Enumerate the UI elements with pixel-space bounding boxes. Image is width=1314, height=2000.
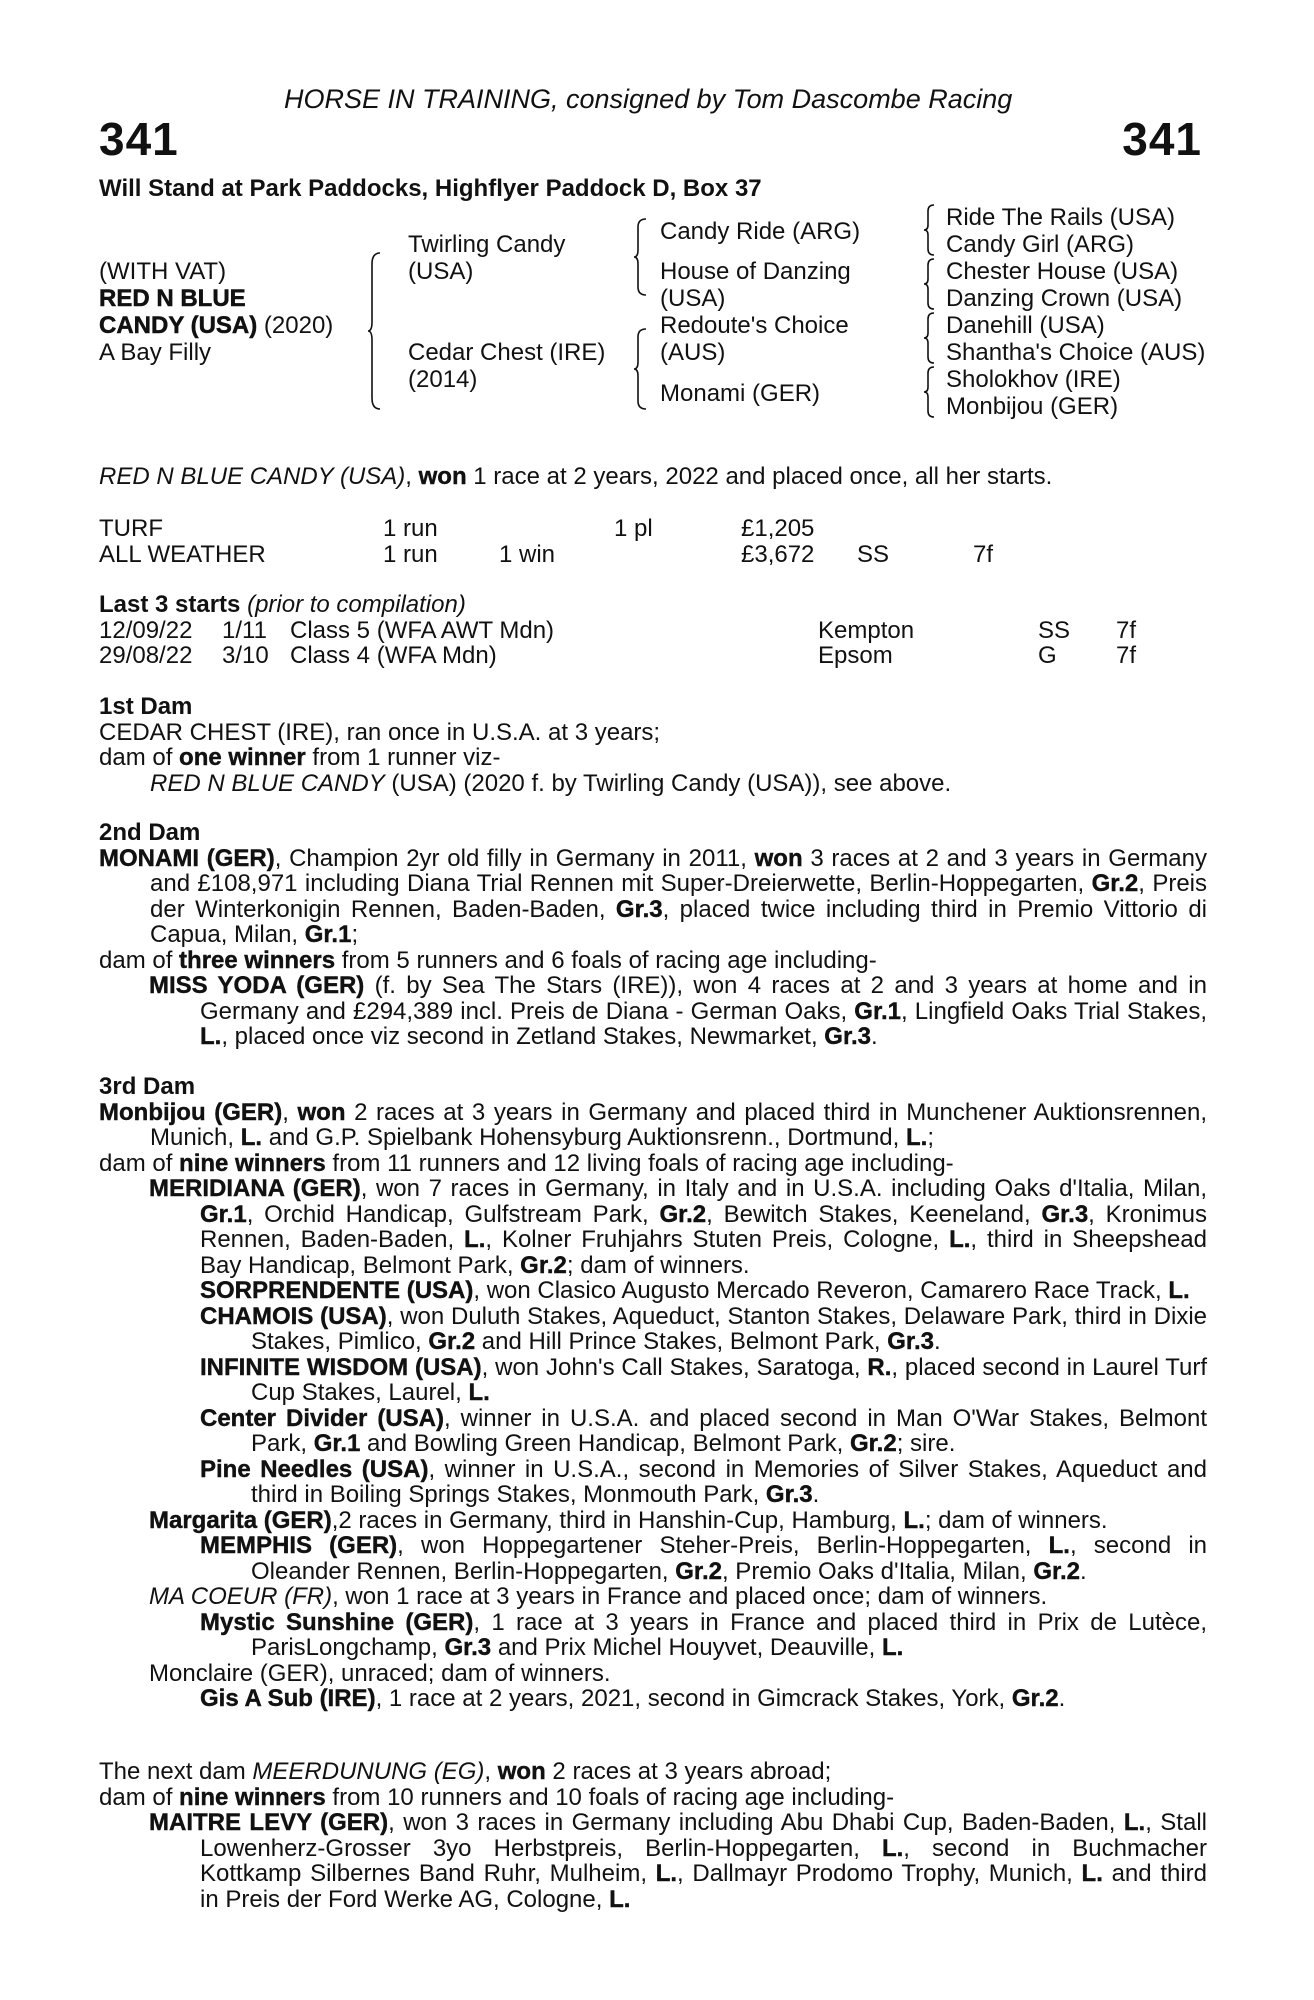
next-dam-record: The next dam MEERDUNUNG (EG), won 2 races at 3 years abroad; [99, 1758, 832, 1785]
progeny-entry: Gis A Sub (IRE), 1 race at 2 years, 2021, second in Gimcrack Stakes, York, Gr.2. [200, 1685, 1066, 1712]
horse-name-line2: CANDY (USA) [99, 312, 258, 339]
dam-sire-line1: Redoute's Choice [660, 312, 849, 339]
gen3-ancestor: Monbijou (GER) [946, 393, 1119, 420]
first-dam-progeny: RED N BLUE CANDY (USA) (2020 f. by Twirling Candy (USA)), see above. [150, 769, 952, 797]
record-going: SS [857, 541, 890, 568]
third-dam-produce-line: dam of nine winners from 11 runners and 12 living foals of racing age including- [99, 1149, 954, 1177]
second-dam-heading: 2nd Dam [99, 819, 201, 846]
race-summary: RED N BLUE CANDY (USA), won 1 race at 2 years, 2022 and placed once, all her starts. [99, 463, 1053, 490]
start-race: Class 5 (WFA AWT Mdn) [290, 617, 555, 644]
record-prize: £3,672 [741, 541, 815, 568]
record-distance: 7f [973, 541, 994, 568]
last-starts-note: (prior to compilation) [240, 591, 466, 618]
gen3-ancestor: Ride The Rails (USA) [946, 204, 1175, 231]
second-dam-record: MONAMI (GER), Champion 2yr old filly in Germany in 2011, won 3 races at 2 and 3 years in Germany and £108,971 including Diana Trial Rennen mit Super-Dreierwette, Berlin-Hoppegarten, Gr.2, Preis der Winterkonigin Rennen, Baden-Baden, Gr.3, placed twice including third in Premio Vittorio di Capua, Milan, Gr.1; [99, 844, 1208, 948]
horse-year: (2020) [263, 312, 334, 339]
third-dam-section [99, 1074, 1207, 1712]
start-distance: 7f [1116, 617, 1137, 644]
start-race: Class 4 (WFA Mdn) [290, 642, 497, 669]
summary-horse-name: RED N BLUE CANDY (USA) [99, 463, 406, 490]
record-runs: 1 run [383, 541, 438, 568]
third-dam-heading: 3rd Dam [99, 1073, 196, 1100]
dam-sire-line2: (AUS) [660, 339, 726, 366]
pedigree-bracket-gen3-4 [924, 366, 936, 418]
second-dam-produce-line: dam of three winners from 5 runners and 6 foals of racing age including- [99, 946, 877, 974]
start-going: G [1038, 642, 1057, 669]
progeny-entry: CHAMOIS (USA), won Duluth Stakes, Aqueduct, Stanton Stakes, Delaware Park, third in Dixie Stakes, Pimlico, Gr.2 and Hill Prince Stakes, Belmont Park, Gr.3. [200, 1302, 1208, 1355]
progeny-entry: MAITRE LEVY (GER), won 3 races in Germany including Abu Dhabi Cup, Baden-Baden, L., Stall Lowenherz-Grosser 3yo Herbstpreis, Berlin-Hoppegarten, L., second in Buchmacher Kottkamp Silbernes Band Ruhr, Mulheim, L., Dallmayr Prodomo Trophy, Munich, L. and third in Preis der Ford Werke AG, Cologne, L. [149, 1809, 1208, 1913]
lot-number-right: 341 [1122, 113, 1202, 165]
record-surface: ALL WEATHER [99, 541, 266, 568]
start-position: 1/11 [222, 617, 267, 644]
start-going: SS [1038, 617, 1071, 644]
lot-number-left: 341 [99, 113, 179, 165]
gen3-ancestor: Sholokhov (IRE) [946, 366, 1121, 393]
sire-dam-line2: (USA) [660, 285, 726, 312]
gen3-ancestor: Chester House (USA) [946, 258, 1179, 285]
stand-location: Will Stand at Park Paddocks, Highflyer Paddock D, Box 37 [99, 175, 762, 202]
sire-sire: Candy Ride (ARG) [660, 218, 861, 245]
second-dam-section [99, 820, 1207, 1050]
progeny-entry: Margarita (GER),2 races in Germany, third in Hanshin-Cup, Hamburg, L.; dam of winners. [149, 1506, 1108, 1534]
record-runs: 1 run [383, 515, 438, 542]
sire-dam-line1: House of Danzing [660, 258, 851, 285]
sire-line2: (USA) [408, 258, 474, 285]
start-course: Kempton [818, 617, 915, 644]
gen3-ancestor: Shantha's Choice (AUS) [946, 339, 1206, 366]
record-prize: £1,205 [741, 515, 815, 542]
dam-dam: Monami (GER) [660, 380, 821, 407]
third-dam-record: Monbijou (GER), won 2 races at 3 years in Germany and placed third in Munchener Auktionsrennen, Munich, L. and G.P. Spielbank Hohensyburg Auktionsrenn., Dortmund, L.; [99, 1098, 1207, 1151]
progeny-entry: SORPRENDENTE (USA), won Clasico Augusto Mercado Reveron, Camarero Race Track, L. [200, 1277, 1190, 1304]
pedigree-bracket-dam [634, 328, 648, 410]
record-surface: TURF [99, 515, 163, 542]
summary-won: won [418, 463, 467, 490]
pedigree-bracket-gen3-3 [924, 312, 936, 364]
last-starts-heading: Last 3 starts [99, 591, 241, 618]
next-dam-produce-line: dam of nine winners from 10 runners and 10 foals of racing age including- [99, 1783, 895, 1811]
first-dam-produce-line: dam of one winner from 1 runner viz- [99, 744, 501, 771]
pedigree-bracket-gen3-2 [924, 258, 936, 310]
progeny-entry: Monclaire (GER), unraced; dam of winners. [149, 1659, 611, 1687]
summary-text: 1 race at 2 years, 2022 and placed once, all her starts. [466, 463, 1053, 490]
start-date: 29/08/22 [99, 642, 193, 669]
progeny-entry: Pine Needles (USA), winner in U.S.A., second in Memories of Silver Stakes, Aqueduct and third in Boiling Springs Stakes, Monmouth Park, Gr.3. [200, 1455, 1207, 1508]
next-dam-section [99, 1759, 1207, 1912]
second-dam-progeny: MISS YODA (GER) (f. by Sea The Stars (IRE)), won 4 races at 2 and 3 years at home and in Germany and £294,389 incl. Preis de Diana - German Oaks, Gr.1, Lingfield Oaks Trial Stakes, L., placed once viz second in Zetland Stakes, Newmarket, Gr.3. [149, 972, 1207, 1050]
record-wins: 1 win [499, 541, 556, 568]
start-date: 12/09/22 [99, 617, 193, 644]
progeny-entry: MEMPHIS (GER), won Hoppegartener Steher-Preis, Berlin-Hoppegarten, L., second in Oleander Rennen, Berlin-Hoppegarten, Gr.2, Premio Oaks d'Italia, Milan, Gr.2. [200, 1532, 1208, 1585]
start-position: 3/10 [222, 642, 269, 669]
dam-line2: (2014) [408, 366, 478, 393]
start-course: Epsom [818, 642, 893, 669]
horse-name-line2-row [99, 312, 333, 339]
first-dam-section [99, 694, 1207, 796]
progeny-entry: Mystic Sunshine (GER), 1 race at 3 years in France and placed third in Prix de Lutèce, ParisLongchamp, Gr.3 and Prix Michel Houyvet, Deauville, L. [200, 1608, 1207, 1661]
gen3-ancestor: Danzing Crown (USA) [946, 285, 1183, 312]
vat-note: (WITH VAT) [99, 258, 227, 285]
gen3-ancestor: Danehill (USA) [946, 312, 1105, 339]
first-dam-line: CEDAR CHEST (IRE), ran once in U.S.A. at 3 years; [99, 718, 661, 746]
progeny-entry: MA COEUR (FR), won 1 race at 3 years in France and placed once; dam of winners. [149, 1583, 1048, 1610]
pedigree-bracket-sire [634, 218, 648, 296]
dam-line1: Cedar Chest (IRE) [408, 339, 606, 366]
last-starts-heading-row [99, 592, 466, 618]
pedigree-bracket-gen1 [368, 252, 382, 410]
gen3-ancestor: Candy Girl (ARG) [946, 231, 1135, 258]
sire-line1: Twirling Candy [408, 231, 566, 258]
record-places: 1 pl [614, 515, 653, 542]
pedigree-bracket-gen3-1 [924, 204, 936, 256]
progeny-entry: Center Divider (USA), winner in U.S.A. and placed second in Man O'War Stakes, Belmont Park, Gr.1 and Bowling Green Handicap, Belmont Park, Gr.2; sire. [200, 1404, 1208, 1457]
progeny-entry: INFINITE WISDOM (USA), won John's Call Stakes, Saratoga, R., placed second in Laurel Turf Cup Stakes, Laurel, L. [200, 1353, 1207, 1406]
catalogue-header: HORSE IN TRAINING, consigned by Tom Dascombe Racing [284, 84, 1013, 114]
horse-description: A Bay Filly [99, 339, 212, 366]
start-distance: 7f [1116, 642, 1137, 669]
first-dam-heading: 1st Dam [99, 693, 193, 720]
progeny-entry: MERIDIANA (GER), won 7 races in Germany, in Italy and in U.S.A. including Oaks d'Italia, Milan, Gr.1, Orchid Handicap, Gulfstream Park, Gr.2, Bewitch Stakes, Keeneland, Gr.3, Kronimus Rennen, Baden-Baden, L., Kolner Fruhjahrs Stuten Preis, Cologne, L., third in Sheepshead Bay Handicap, Belmont Park, Gr.2; dam of winners. [149, 1175, 1207, 1279]
horse-name-line1: RED N BLUE [99, 285, 246, 312]
